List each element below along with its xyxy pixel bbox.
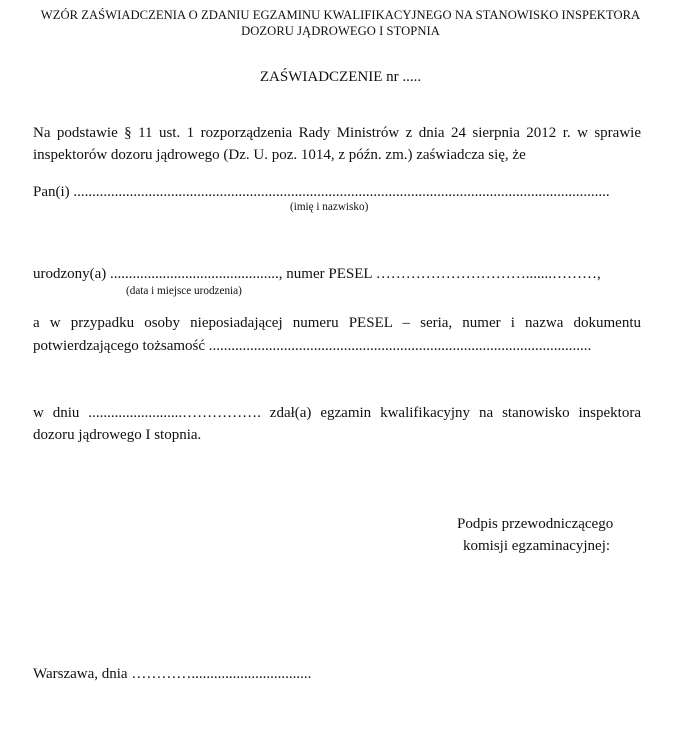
intro-line-1: Na podstawie § 11 ust. 1 rozporządzenia Rady Ministrów z dnia 24 sierpnia 2012 r. w sprawie <box>33 125 641 141</box>
exam-line-2: dozoru jądrowego I stopnia. <box>33 427 202 443</box>
signature-line-1: Podpis przewodniczącego <box>457 516 614 532</box>
name-field-hint: (imię i nazwisko) <box>290 201 369 213</box>
birth-field-hint: (data i miejsce urodzenia) <box>126 285 242 297</box>
intro-line-2: inspektorów dozoru jądrowego (Dz. U. poz. 1014, z późn. zm.) zaświadcza się, że <box>33 147 526 163</box>
birth-field: urodzony(a) ............................................., numer PESEL ………………………….......………, <box>33 266 601 282</box>
signature-line-2: komisji egzaminacyjnej: <box>463 538 611 554</box>
exam-line-1: w dniu .........................……………. zdał(a) egzamin kwalifikacyjny na stanowisko inspektora <box>33 405 641 421</box>
name-field: Pan(i) ............................................................................................................................................... <box>33 184 610 200</box>
place-and-date: Warszawa, dnia …………................................ <box>33 666 312 682</box>
document-title: ZAŚWIADCZENIE nr ..... <box>259 69 422 85</box>
header-line-2: DOZORU JĄDROWEGO I STOPNIA <box>241 24 440 38</box>
no-pesel-line-2: potwierdzającego tożsamość ...................................................................................................... <box>33 338 592 354</box>
no-pesel-line-1: a w przypadku osoby nieposiadającej numeru PESEL – seria, numer i nazwa dokumentu <box>33 315 641 331</box>
header-line-1: WZÓR ZAŚWIADCZENIA O ZDANIU EGZAMINU KWALIFIKACYJNEGO NA STANOWISKO INSPEKTORA <box>40 8 641 22</box>
